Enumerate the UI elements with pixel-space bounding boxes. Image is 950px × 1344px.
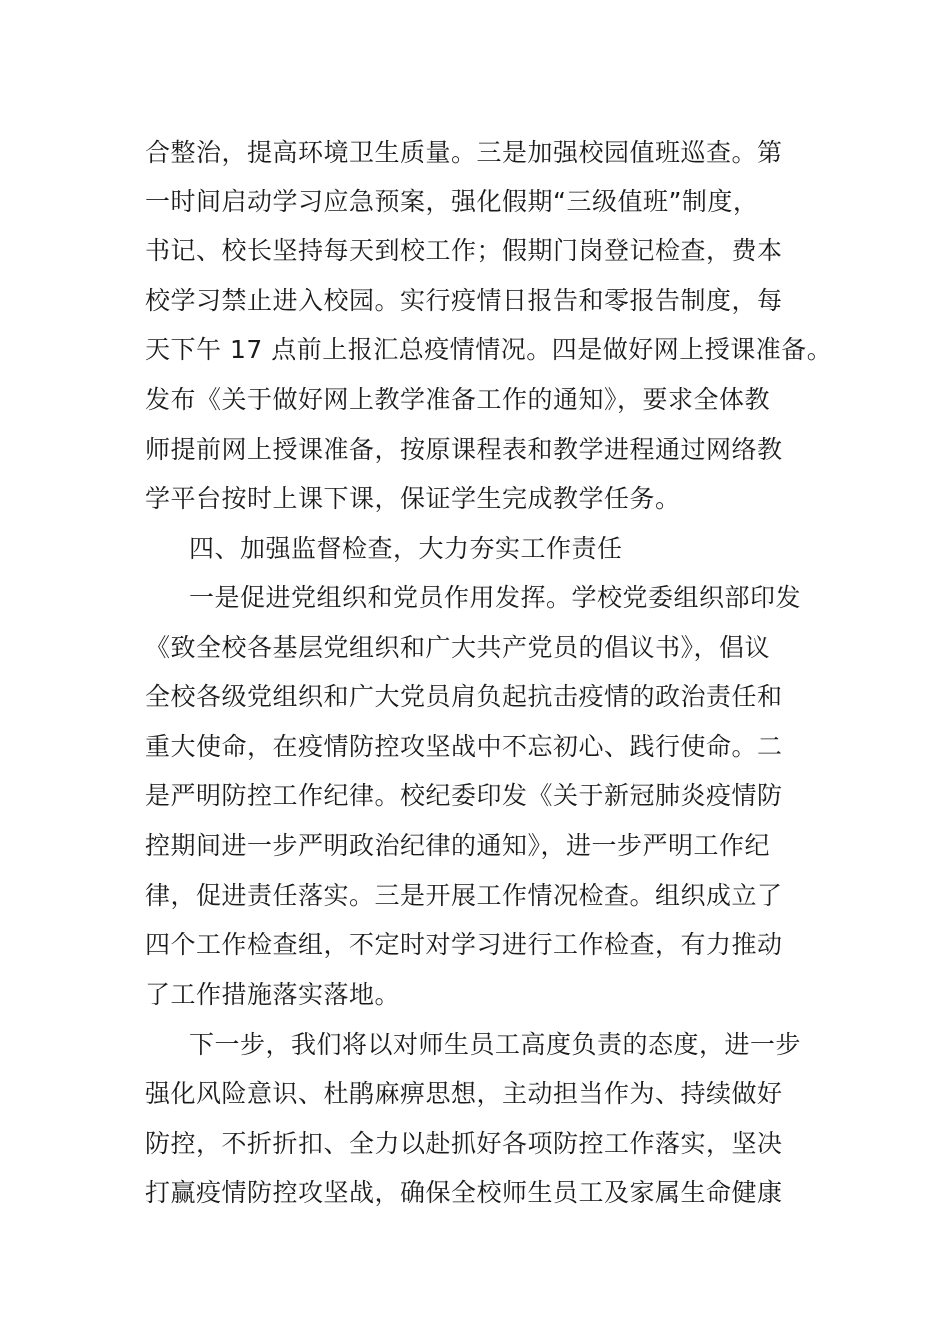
body-text-line: 是严明防控工作纪律。校纪委印发《关于新冠肺炎疫情防 [145, 781, 783, 810]
body-text-line: 师提前网上授课准备，按原课程表和教学进程通过网络教 [145, 435, 783, 464]
body-text-line: 下一步，我们将以对师生员工高度负责的态度，进一步 [189, 1030, 802, 1059]
body-text-line: 合整治，提高环境卫生质量。三是加强校园值班巡查。第 [145, 138, 783, 167]
body-text-line: 打赢疫情防控攻坚战，确保全校师生员工及家属生命健康 [145, 1178, 783, 1207]
body-text-line: 重大使命，在疫情防控攻坚战中不忘初心、践行使命。二 [145, 732, 783, 761]
body-text-line: 控期间进一步严明政治纪律的通知》，进一步严明工作纪 [145, 831, 771, 860]
body-text-line: 学平台按时上课下课，保证学生完成教学任务。 [145, 484, 681, 513]
body-text-line: 一时间启动学习应急预案，强化假期“三级值班”制度， [145, 187, 759, 216]
body-text-line: 强化风险意识、杜鹃麻痹思想，主动担当作为、持续做好 [145, 1079, 783, 1108]
body-text-line: 天下午 17 点前上报汇总疫情情况。四是做好网上授课准备。 [145, 335, 833, 364]
body-text-line: 发布《关于做好网上教学准备工作的通知》，要求全体教 [145, 385, 771, 414]
body-text-line: 防控，不折折扣、全力以赴抓好各项防控工作落实，坚决 [145, 1129, 783, 1158]
body-text-line: 一是促进党组织和党员作用发挥。学校党委组织部印发 [189, 583, 802, 612]
body-text-line: 四个工作检查组，不定时对学习进行工作检查，有力推动 [145, 930, 783, 959]
body-text-line: 书记、校长坚持每天到校工作；假期门岗登记检查，费本 [145, 236, 783, 265]
body-text-line: 校学习禁止进入校园。实行疫情日报告和零报告制度，每 [145, 286, 783, 315]
section-heading: 四、加强监督检查，大力夯实工作责任 [189, 534, 623, 563]
body-text-line: 全校各级党组织和广大党员肩负起抗击疫情的政治责任和 [145, 682, 783, 711]
body-text-line: 了工作措施落实落地。 [145, 980, 401, 1009]
body-text-line: 《致全校各基层党组织和广大共产党员的倡议书》，倡议 [145, 633, 771, 662]
body-text-line: 律，促进责任落实。三是开展工作情况检查。组织成立了 [145, 881, 783, 910]
